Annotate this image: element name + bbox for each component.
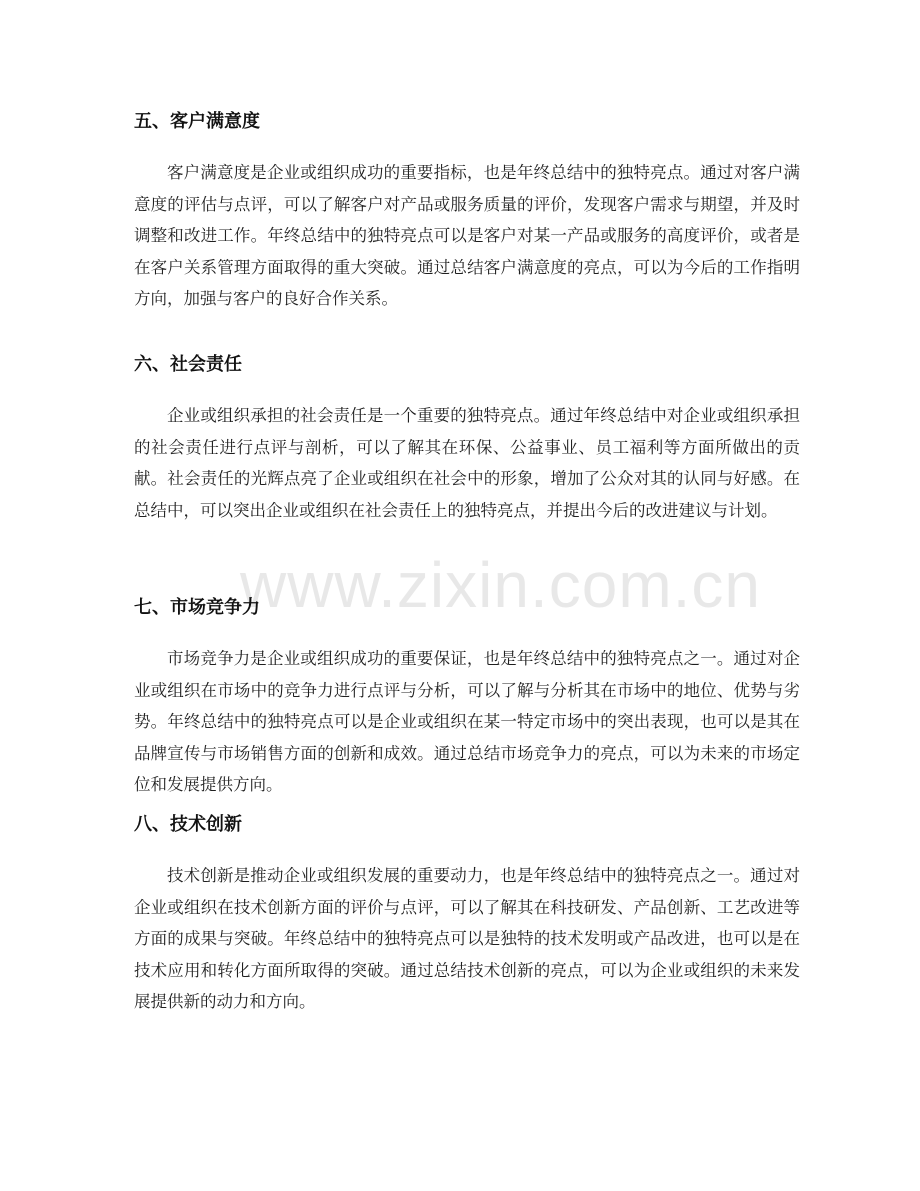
section-paragraph: 企业或组织承担的社会责任是一个重要的独特亮点。通过年终总结中对企业或组织承担的社会责任进行点评与剖析，可以了解其在环保、公益事业、员工福利等方面所做出的贡献。社会责任的光辉点亮了企业或组织在社会中的形象，增加了公众对其的认同与好感。在总结中，可以突出企业或组织在社会责任上的独特亮点，并提出今后的改进建议与计划。 xyxy=(134,406,800,520)
section-heading: 八、技术创新 xyxy=(134,814,242,835)
section-heading: 五、客户满意度 xyxy=(134,111,260,132)
watermark: www.zixin.com.cn xyxy=(240,549,761,621)
section-heading: 七、市场竞争力 xyxy=(134,597,260,618)
section-market-competitiveness xyxy=(134,596,800,801)
section-paragraph: 客户满意度是企业或组织成功的重要指标，也是年终总结中的独特亮点。通过对客户满意度的评估与点评，可以了解客户对产品或服务质量的评价，发现客户需求与期望，并及时调整和改进工作。年终总结中的独特亮点可以是客户对某一产品或服务的高度评价，或者是在客户关系管理方面取得的重大突破。通过总结客户满意度的亮点，可以为今后的工作指明方向，加强与客户的良好合作关系。 xyxy=(134,163,800,309)
section-paragraph: 市场竞争力是企业或组织成功的重要保证，也是年终总结中的独特亮点之一。通过对企业或组织在市场中的竞争力进行点评与分析，可以了解与分析其在市场中的地位、优势与劣势。年终总结中的独特亮点可以是企业或组织在某一特定市场中的突出表现，也可以是其在品牌宣传与市场销售方面的创新和成效。通过总结市场竞争力的亮点，可以为未来的市场定位和发展提供方向。 xyxy=(134,649,800,795)
section-customer-satisfaction xyxy=(134,110,800,315)
section-heading: 六、社会责任 xyxy=(134,354,242,375)
section-paragraph: 技术创新是推动企业或组织发展的重要动力，也是年终总结中的独特亮点之一。通过对企业或组织在技术创新方面的评价与点评，可以了解其在科技研发、产品创新、工艺改进等方面的成果与突破。年终总结中的独特亮点可以是独特的技术发明或产品改进，也可以是在技术应用和转化方面所取得的突破。通过总结技术创新的亮点，可以为企业或组织的未来发展提供新的动力和方向。 xyxy=(134,866,800,1012)
section-technical-innovation xyxy=(134,813,800,1018)
section-social-responsibility xyxy=(134,353,800,526)
